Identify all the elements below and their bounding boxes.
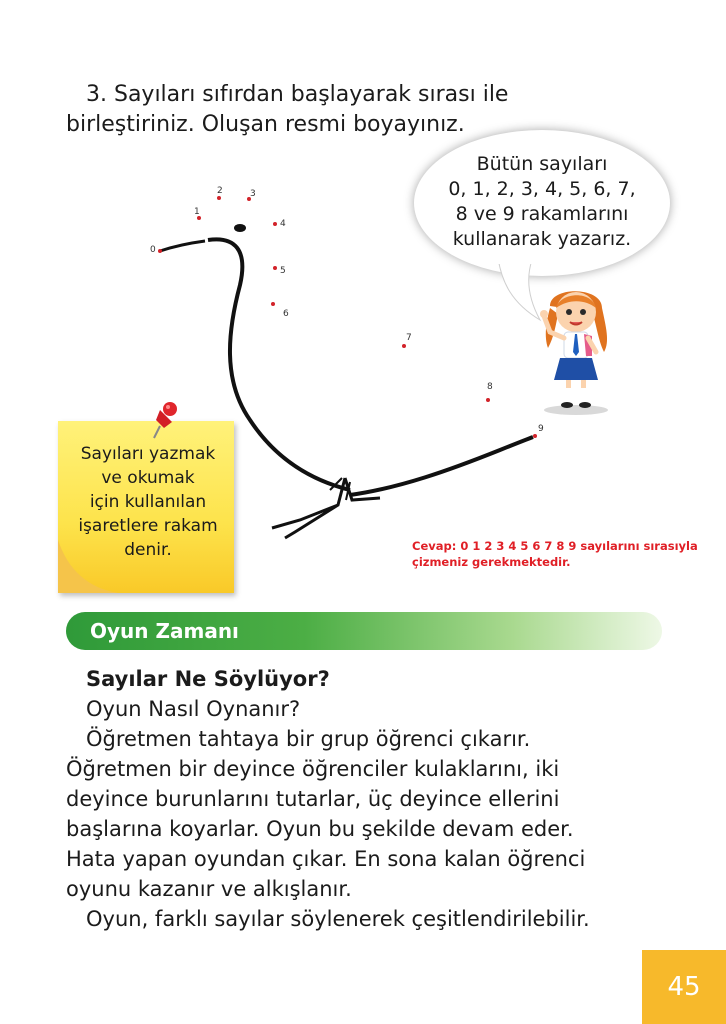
dot-label-1: 1: [194, 207, 200, 217]
note-line-4: işaretlere rakam: [78, 516, 218, 536]
answer-text: [412, 538, 712, 570]
dot-label-8: 8: [487, 382, 493, 392]
dot-label-4: 4: [280, 219, 286, 229]
dot-5: [273, 266, 277, 270]
game-subheading: Oyun Nasıl Oynanır?: [86, 697, 301, 721]
dot-label-6: 6: [283, 309, 289, 319]
answer-line-1: Cevap: 0 1 2 3 4 5 6 7 8 9 sayılarını sırasıyla: [412, 539, 698, 553]
bubble-line-4: kullanarak yazarız.: [452, 228, 632, 250]
bird-feet: [272, 478, 380, 538]
dot-2: [217, 196, 221, 200]
task-line-1: 3. Sayıları sıfırdan başlayarak sırası ile: [86, 82, 509, 107]
speech-bubble-text: [420, 152, 664, 252]
dot-label-2: 2: [217, 186, 223, 196]
bird-tail-line: [350, 437, 533, 495]
dot-8: [486, 398, 490, 402]
game-description: [66, 664, 666, 934]
game-line-1: Öğretmen tahtaya bir grup öğrenci çıkarır.: [86, 727, 531, 751]
page-number: [642, 950, 726, 1024]
note-line-2: ve okumak: [101, 468, 195, 488]
dot-label-7: 7: [406, 333, 412, 343]
task-instruction: [66, 80, 586, 140]
dot-label-3: 3: [250, 189, 256, 199]
answer-line-2: çizmeniz gerekmektedir.: [412, 555, 571, 569]
dot-7: [402, 344, 406, 348]
note-line-1: Sayıları yazmak: [80, 444, 216, 464]
dot-9: [533, 434, 537, 438]
note-line-5: denir.: [124, 540, 172, 560]
bubble-line-3: 8 ve 9 rakamlarını: [455, 203, 629, 225]
section-title: Oyun Zamanı: [90, 619, 239, 643]
dot-label-0: 0: [150, 245, 156, 255]
dot-label-9: 9: [538, 424, 544, 434]
dot-label-5: 5: [280, 266, 286, 276]
bird-eye: [234, 224, 246, 232]
bubble-line-2: 0, 1, 2, 3, 4, 5, 6, 7,: [448, 178, 636, 200]
game-line-3: deyince burunlarını tutarlar, üç deyince ellerini: [66, 787, 560, 811]
note-line-3: için kullanılan: [89, 492, 207, 512]
game-line-2: Öğretmen bir deyince öğrenciler kulaklarını, iki: [66, 757, 560, 781]
pushpin-icon: [150, 400, 180, 440]
bubble-line-1: Bütün sayıları: [476, 153, 608, 175]
game-line-5: Hata yapan oyundan çıkar. En sona kalan öğrenci: [66, 847, 586, 871]
girl-illustration: [536, 282, 616, 417]
sticky-note-text: [62, 442, 234, 562]
page-number-text: 45: [667, 972, 701, 1002]
game-line-4: başlarına koyarlar. Oyun bu şekilde devam eder.: [66, 817, 574, 841]
game-line-6: oyunu kazanır ve alkışlanır.: [66, 877, 352, 901]
bird-beak-line: [160, 241, 205, 251]
dot-6: [271, 302, 275, 306]
game-last-line: Oyun, farklı sayılar söylenerek çeşitlendirilebilir.: [86, 907, 590, 931]
task-line-2: birleştiriniz. Oluşan resmi boyayınız.: [66, 112, 465, 137]
dot-0: [158, 249, 162, 253]
game-heading: Sayılar Ne Söylüyor?: [86, 667, 330, 691]
dot-4: [273, 222, 277, 226]
